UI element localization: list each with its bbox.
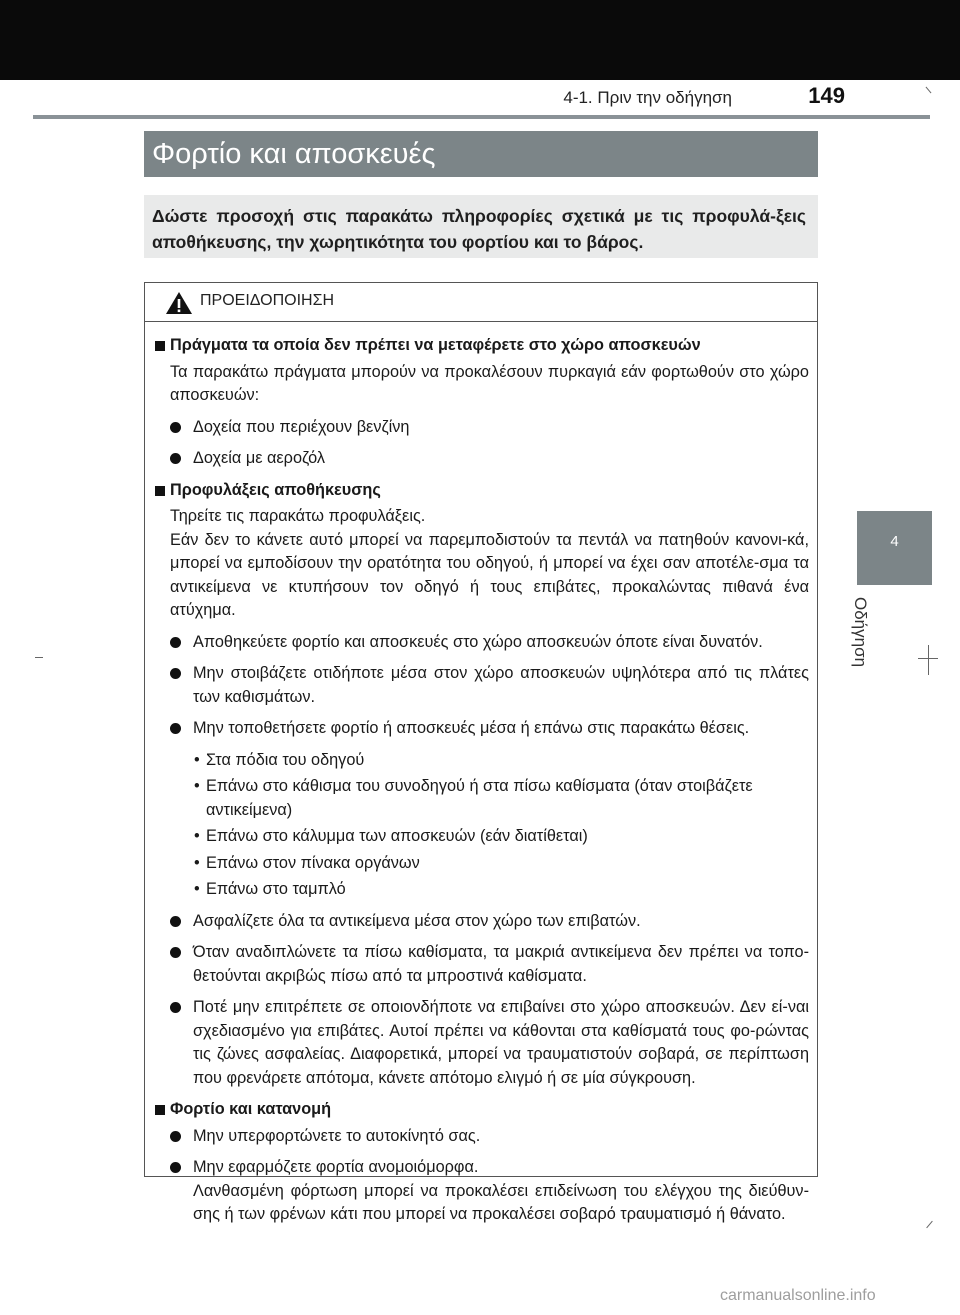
warning-triangle-icon [165,291,193,315]
warning-paragraph: Εάν δεν το κάνετε αυτό μπορεί να παρεμποδιστούν τα πεντάλ να πατηθούν κανονι-κά, μπορεί να εμποδίσουν την ορατότητα του οδηγού, ή μπορεί να έχει σαν αποτέλε-σμα τα αντικείμενα νε κτυπήσουν τον οδηγό ή τους επιβάτες, προκαλώντας πιθανά ένα ατύχημα. [170,530,809,619]
list-item: Μην στοιβάζετε οτιδήποτε μέσα στον χώρο αποσκευών υψηλότερα από τις πλάτες των καθισμάτων. [170,662,809,709]
small-bullet-icon: • [194,777,200,795]
chapter-tab [857,511,932,585]
list-item: Δοχεία που περιέχουν βενζίνη [170,416,809,440]
warning-subsection-title: Φορτίο και κατανομή [155,1098,809,1122]
page-header [0,80,960,110]
warning-subsection-title: Προφυλάξεις αποθήκευσης [155,479,809,503]
chapter-label-text: Οδήγηση [851,597,870,668]
warning-paragraph: Τα παρακάτω πράγματα μπορούν να προκαλέσουν πυρκαγιά εάν φορτωθούν στο χώρο αποσκευών: [170,362,809,404]
list-item: Ποτέ μην επιτρέπετε σε οποιονδήποτε να επιβαίνει στο χώρο αποσκευών. Δεν εί-ναι σχεδιασμένο για επιβάτες. Αυτοί πρέπει να κάθονται στα καθίσματά τους φο-ρώντας τις ζώνες ασφαλείας. Διαφορετικά, μπορεί να τραυματιστούν σοβαρά, σε περίπτωση που φρενάρετε απότομα, κάνετε απότομο ελιγμό ή σε μία σύγκρουση. [170,996,809,1090]
section-title: Φορτίο και αποσκευές [144,131,818,177]
section-name: 4-1. Πριν την οδήγηση [563,88,732,107]
crop-mark [35,657,43,658]
round-bullet-icon [170,947,181,958]
sub-list-item: • Στα πόδια του οδηγού [170,749,809,773]
square-bullet-icon [155,1105,165,1115]
small-bullet-icon: • [194,750,200,769]
round-bullet-icon [170,916,181,927]
list-item: Μην τοποθετήσετε φορτίο ή αποσκευές μέσα ή επάνω στις παρακάτω θέσεις. [170,717,809,741]
top-black-band [0,0,960,80]
crop-mark [928,645,929,675]
list-item: Όταν αναδιπλώνετε τα πίσω καθίσματα, τα μακριά αντικείμενα δεν πρέπει να τοπο-θετούνται ακριβώς πίσω από τα μπροστινά καθίσματα. [170,941,809,988]
sub-list-item: • Επάνω στον πίνακα οργάνων [170,852,809,876]
square-bullet-icon [155,486,165,496]
round-bullet-icon [170,637,181,648]
small-bullet-icon: • [194,827,200,845]
watermark: carmanualsonline.info [720,1287,876,1304]
warning-subsection-title: Πράγματα τα οποία δεν πρέπει να μεταφέρετε στο χώρο αποσκευών [155,334,809,358]
round-bullet-icon [170,453,181,464]
warning-header [145,283,817,322]
list-item: Αποθηκεύετε φορτίο και αποσκευές στο χώρο αποσκευών όποτε είναι δυνατόν. [170,631,809,655]
round-bullet-icon [170,668,181,679]
page-number: 149 [808,83,845,108]
warning-body [145,322,817,1227]
round-bullet-icon [170,1002,181,1013]
round-bullet-icon [170,422,181,433]
list-item: Δοχεία με αεροζόλ [170,447,809,471]
round-bullet-icon [170,1131,181,1142]
small-bullet-icon: • [194,853,200,872]
chapter-number: 4 [890,533,899,550]
small-bullet-icon: • [194,880,200,898]
round-bullet-icon [170,723,181,734]
list-item: Μην εφαρμόζετε φορτία ανομοιόμορφα. Λανθασμένη φόρτωση μπορεί να προκαλέσει επιδείνωση του ελέγχου της διεύθυν-σης ή των φρένων κάτι που μπορεί να προκαλέσει σοβαρό τραυματισμό ή θάνατο. [170,1156,809,1227]
chapter-label [851,597,886,687]
list-item: Ασφαλίζετε όλα τα αντικείμενα μέσα στον χώρο των επιβατών. [170,910,809,934]
header-rule [33,115,930,119]
sub-list-item: • Επάνω στο κάθισμα του συνοδηγού ή στα πίσω καθίσματα (όταν στοιβάζετε αντικείμενα) [194,777,753,819]
sub-list-item: • Επάνω στο ταμπλό [170,878,809,902]
crop-mark [918,658,938,659]
crop-mark [926,1221,933,1229]
section-intro: Δώστε προσοχή στις παρακάτω πληροφορίες σχετικά με τις προφυλά-ξεις αποθήκευσης, την χωρητικότητα του φορτίου και το βάρος. [144,195,818,258]
warning-title: ΠΡΟΕΙΔΟΠΟΙΗΣΗ [200,292,335,309]
sub-list-item: • Επάνω στο κάλυμμα των αποσκευών (εάν διατίθεται) [170,825,809,849]
warning-paragraph: Τηρείτε τις παρακάτω προφυλάξεις. [170,507,426,525]
square-bullet-icon [155,341,165,351]
list-item: Μην υπερφορτώνετε το αυτοκίνητό σας. [170,1125,809,1149]
round-bullet-icon [170,1162,181,1173]
warning-box [144,282,818,1223]
